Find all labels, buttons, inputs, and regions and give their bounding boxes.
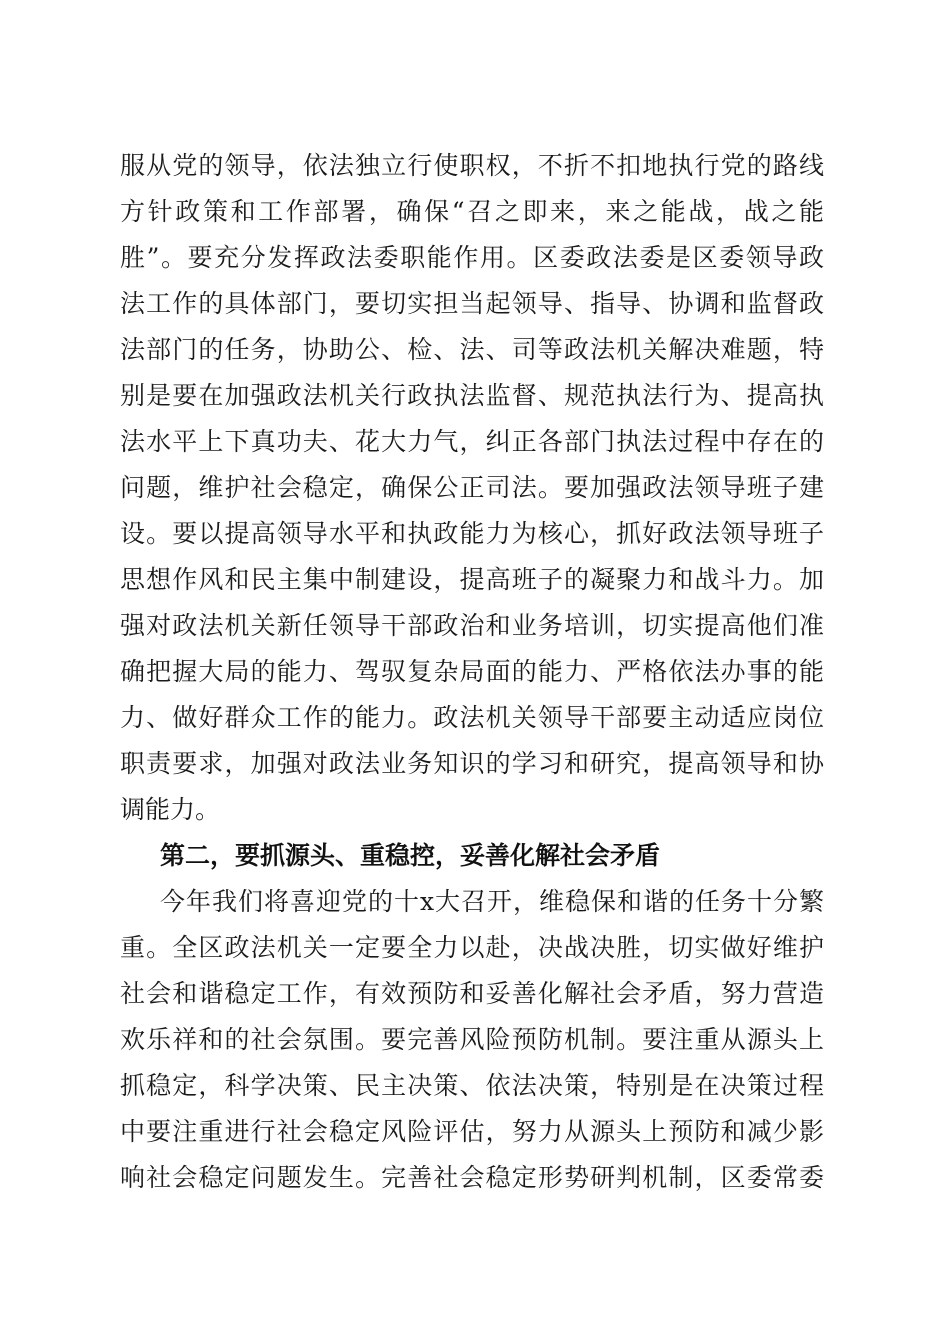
paragraph-1-line-12: 确把握大局的能力、驾驭复杂局面的能力、严格依法办事的能 bbox=[120, 657, 824, 686]
paragraph-2-line-1: 今年我们将喜迎党的十x大召开，维稳保和谐的任务十分繁 bbox=[160, 887, 824, 916]
paragraph-1-line-3: 胜”。要充分发挥政法委职能作用。区委政法委是区委领导政 bbox=[120, 243, 824, 272]
paragraph-1-line-13: 力、做好群众工作的能力。政法机关领导干部要主动适应岗位 bbox=[120, 703, 824, 732]
paragraph-1-line-5: 法部门的任务，协助公、检、法、司等政法机关解决难题，特 bbox=[120, 335, 824, 364]
paragraph-1-line-11: 强对政法机关新任领导干部政治和业务培训，切实提高他们准 bbox=[120, 611, 824, 640]
paragraph-1-line-6: 别是要在加强政法机关行政执法监督、规范执法行为、提高执 bbox=[120, 381, 824, 410]
paragraph-1-line-10: 思想作风和民主集中制建设，提高班子的凝聚力和战斗力。加 bbox=[120, 565, 824, 594]
paragraph-1-line-1: 服从党的领导，依法独立行使职权，不折不扣地执行党的路线 bbox=[120, 151, 824, 180]
paragraph-1-line-15: 调能力。 bbox=[120, 795, 221, 824]
paragraph-1-line-9: 设。要以提高领导水平和执政能力为核心，抓好政法领导班子 bbox=[120, 519, 824, 548]
paragraph-2-line-5: 抓稳定，科学决策、民主决策、依法决策，特别是在决策过程 bbox=[120, 1071, 824, 1100]
paragraph-2-line-2: 重。全区政法机关一定要全力以赴，决战决胜，切实做好维护 bbox=[120, 933, 824, 962]
paragraph-1-line-2: 方针政策和工作部署，确保“召之即来，来之能战，战之能 bbox=[120, 197, 824, 226]
paragraph-1-line-14: 职责要求，加强对政法业务知识的学习和研究，提高领导和协 bbox=[120, 749, 824, 778]
paragraph-1-line-8: 问题，维护社会稳定，确保公正司法。要加强政法领导班子建 bbox=[120, 473, 824, 502]
paragraph-2-line-3: 社会和谐稳定工作，有效预防和妥善化解社会矛盾，努力营造 bbox=[120, 979, 824, 1008]
paragraph-1-line-4: 法工作的具体部门，要切实担当起领导、指导、协调和监督政 bbox=[120, 289, 824, 318]
paragraph-2-line-4: 欢乐祥和的社会氛围。要完善风险预防机制。要注重从源头上 bbox=[120, 1025, 824, 1054]
paragraph-2-line-6: 中要注重进行社会稳定风险评估，努力从源头上预防和减少影 bbox=[120, 1117, 824, 1146]
paragraph-1-line-7: 法水平上下真功夫、花大力气，纠正各部门执法过程中存在的 bbox=[120, 427, 824, 456]
section-heading: 第二，要抓源头、重稳控，妥善化解社会矛盾 bbox=[160, 841, 661, 870]
paragraph-2-line-7: 响社会稳定问题发生。完善社会稳定形势研判机制，区委常委 bbox=[120, 1163, 824, 1192]
